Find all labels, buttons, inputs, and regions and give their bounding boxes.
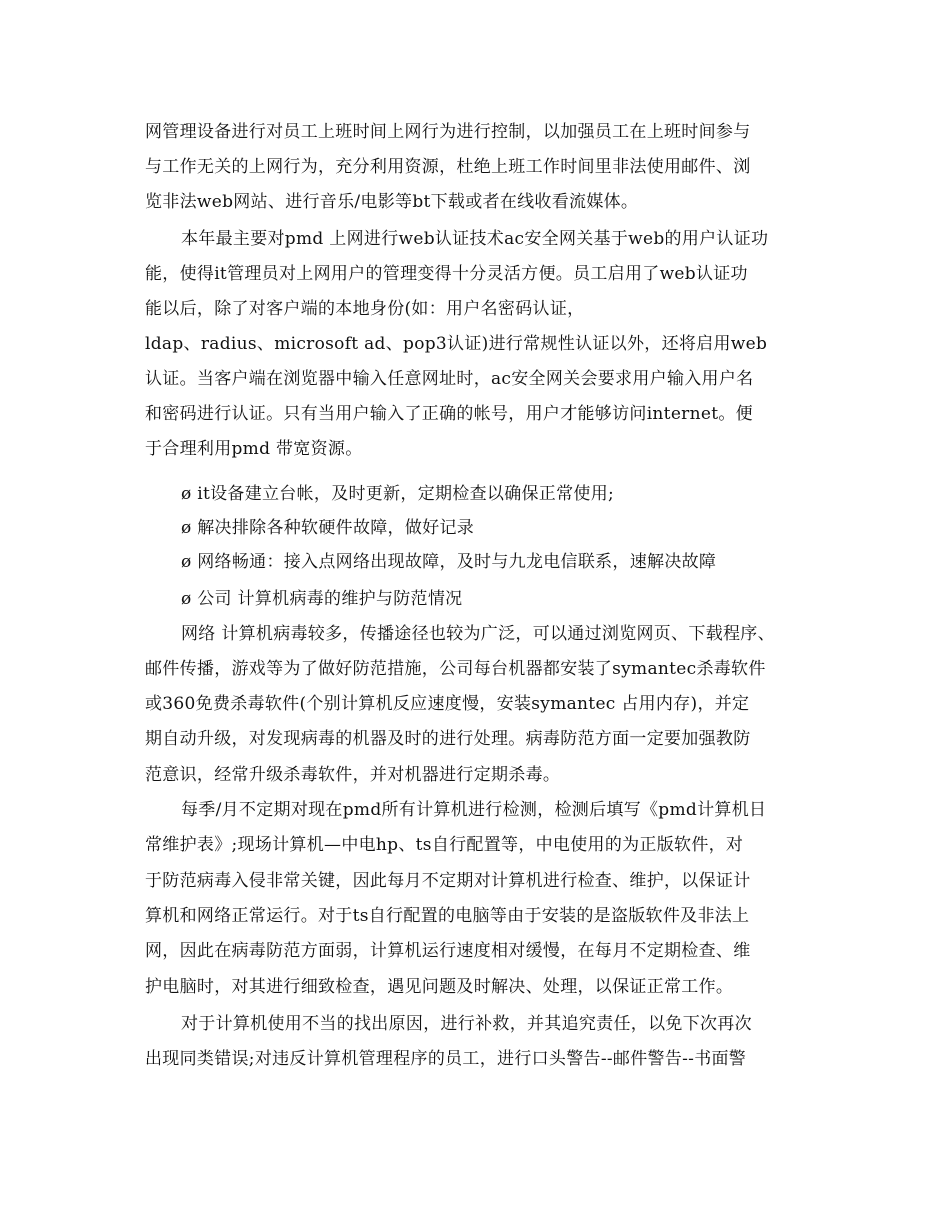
text-line: 认证。当客户端在浏览器中输入任意网址时，ac安全网关会要求用户输入用户名 bbox=[145, 369, 754, 389]
text-line: 于防范病毒入侵非常关键，因此每月不定期对计算机进行检查、维护，以保证计 bbox=[145, 871, 751, 891]
text-line: 于合理利用pmd 带宽资源。 bbox=[145, 439, 363, 459]
text-line: 能以后，除了对客户端的本地身份(如：用户名密码认证， bbox=[145, 299, 585, 319]
text-line: 护电脑时，对其进行细致检查，遇见问题及时解决、处理，以保证正常工作。 bbox=[145, 977, 734, 997]
bullet-item: ø 解决排除各种软硬件故障，做好记录 bbox=[181, 518, 475, 538]
text-line: 览非法web网站、进行音乐/电影等bt下载或者在线收看流媒体。 bbox=[145, 192, 639, 212]
paragraph-start-line: 网络 计算机病毒较多，传播途径也较为广泛，可以通过浏览网页、下载程序、 bbox=[181, 624, 775, 644]
text-line: 或360免费杀毒软件(个别计算机反应速度慢，安装symantec 占用内存)，并定 bbox=[145, 694, 750, 714]
paragraph-start-line: 对于计算机使用不当的找出原因，进行补救，并其追究责任，以免下次再次 bbox=[181, 1014, 752, 1034]
text-line: 网管理设备进行对员工上班时间上网行为进行控制，以加强员工在上班时间参与 bbox=[145, 122, 751, 142]
paragraph-start-line: 本年最主要对pmd 上网进行web认证技术ac安全网关基于web的用户认证功 bbox=[181, 229, 769, 249]
paragraph-start-line: 每季/月不定期对现在pmd所有计算机进行检测，检测后填写《pmd计算机日 bbox=[181, 800, 767, 820]
text-line: 范意识，经常升级杀毒软件，并对机器进行定期杀毒。 bbox=[145, 765, 561, 785]
text-line: 邮件传播，游戏等为了做好防范措施，公司每台机器都安装了symantec杀毒软件 bbox=[145, 659, 766, 679]
text-line: 出现同类错误;对违反计算机管理程序的员工，进行口头警告--邮件警告--书面警 bbox=[145, 1049, 747, 1069]
text-line: 期自动升级，对发现病毒的机器及时的进行处理。病毒防范方面一定要加强教防 bbox=[145, 729, 751, 749]
bullet-item: ø it设备建立台帐，及时更新，定期检查以确保正常使用; bbox=[181, 484, 615, 504]
text-line: 网，因此在病毒防范方面弱，计算机运行速度相对缓慢，在每月不定期检查、维 bbox=[145, 941, 751, 961]
text-line: 常维护表》;现场计算机—中电hp、ts自行配置等，中电使用的为正版软件，对 bbox=[145, 835, 744, 855]
text-line: 和密码进行认证。只有当用户输入了正确的帐号，用户才能够访问internet。便 bbox=[145, 404, 753, 424]
text-line: 与工作无关的上网行为，充分利用资源，杜绝上班工作时间里非法使用邮件、浏 bbox=[145, 157, 751, 177]
bullet-item: ø 网络畅通：接入点网络出现故障，及时与九龙电信联系，速解决故障 bbox=[181, 552, 717, 572]
text-line: ldap、radius、microsoft ad、pop3认证)进行常规性认证以外，还将启用web bbox=[145, 334, 768, 354]
bullet-item: ø 公司 计算机病毒的维护与防范情况 bbox=[181, 589, 463, 609]
text-line: 能，使得it管理员对上网用户的管理变得十分灵活方便。员工启用了web认证功 bbox=[145, 264, 748, 284]
text-line: 算机和网络正常运行。对于ts自行配置的电脑等由于安装的是盗版软件及非法上 bbox=[145, 906, 750, 926]
